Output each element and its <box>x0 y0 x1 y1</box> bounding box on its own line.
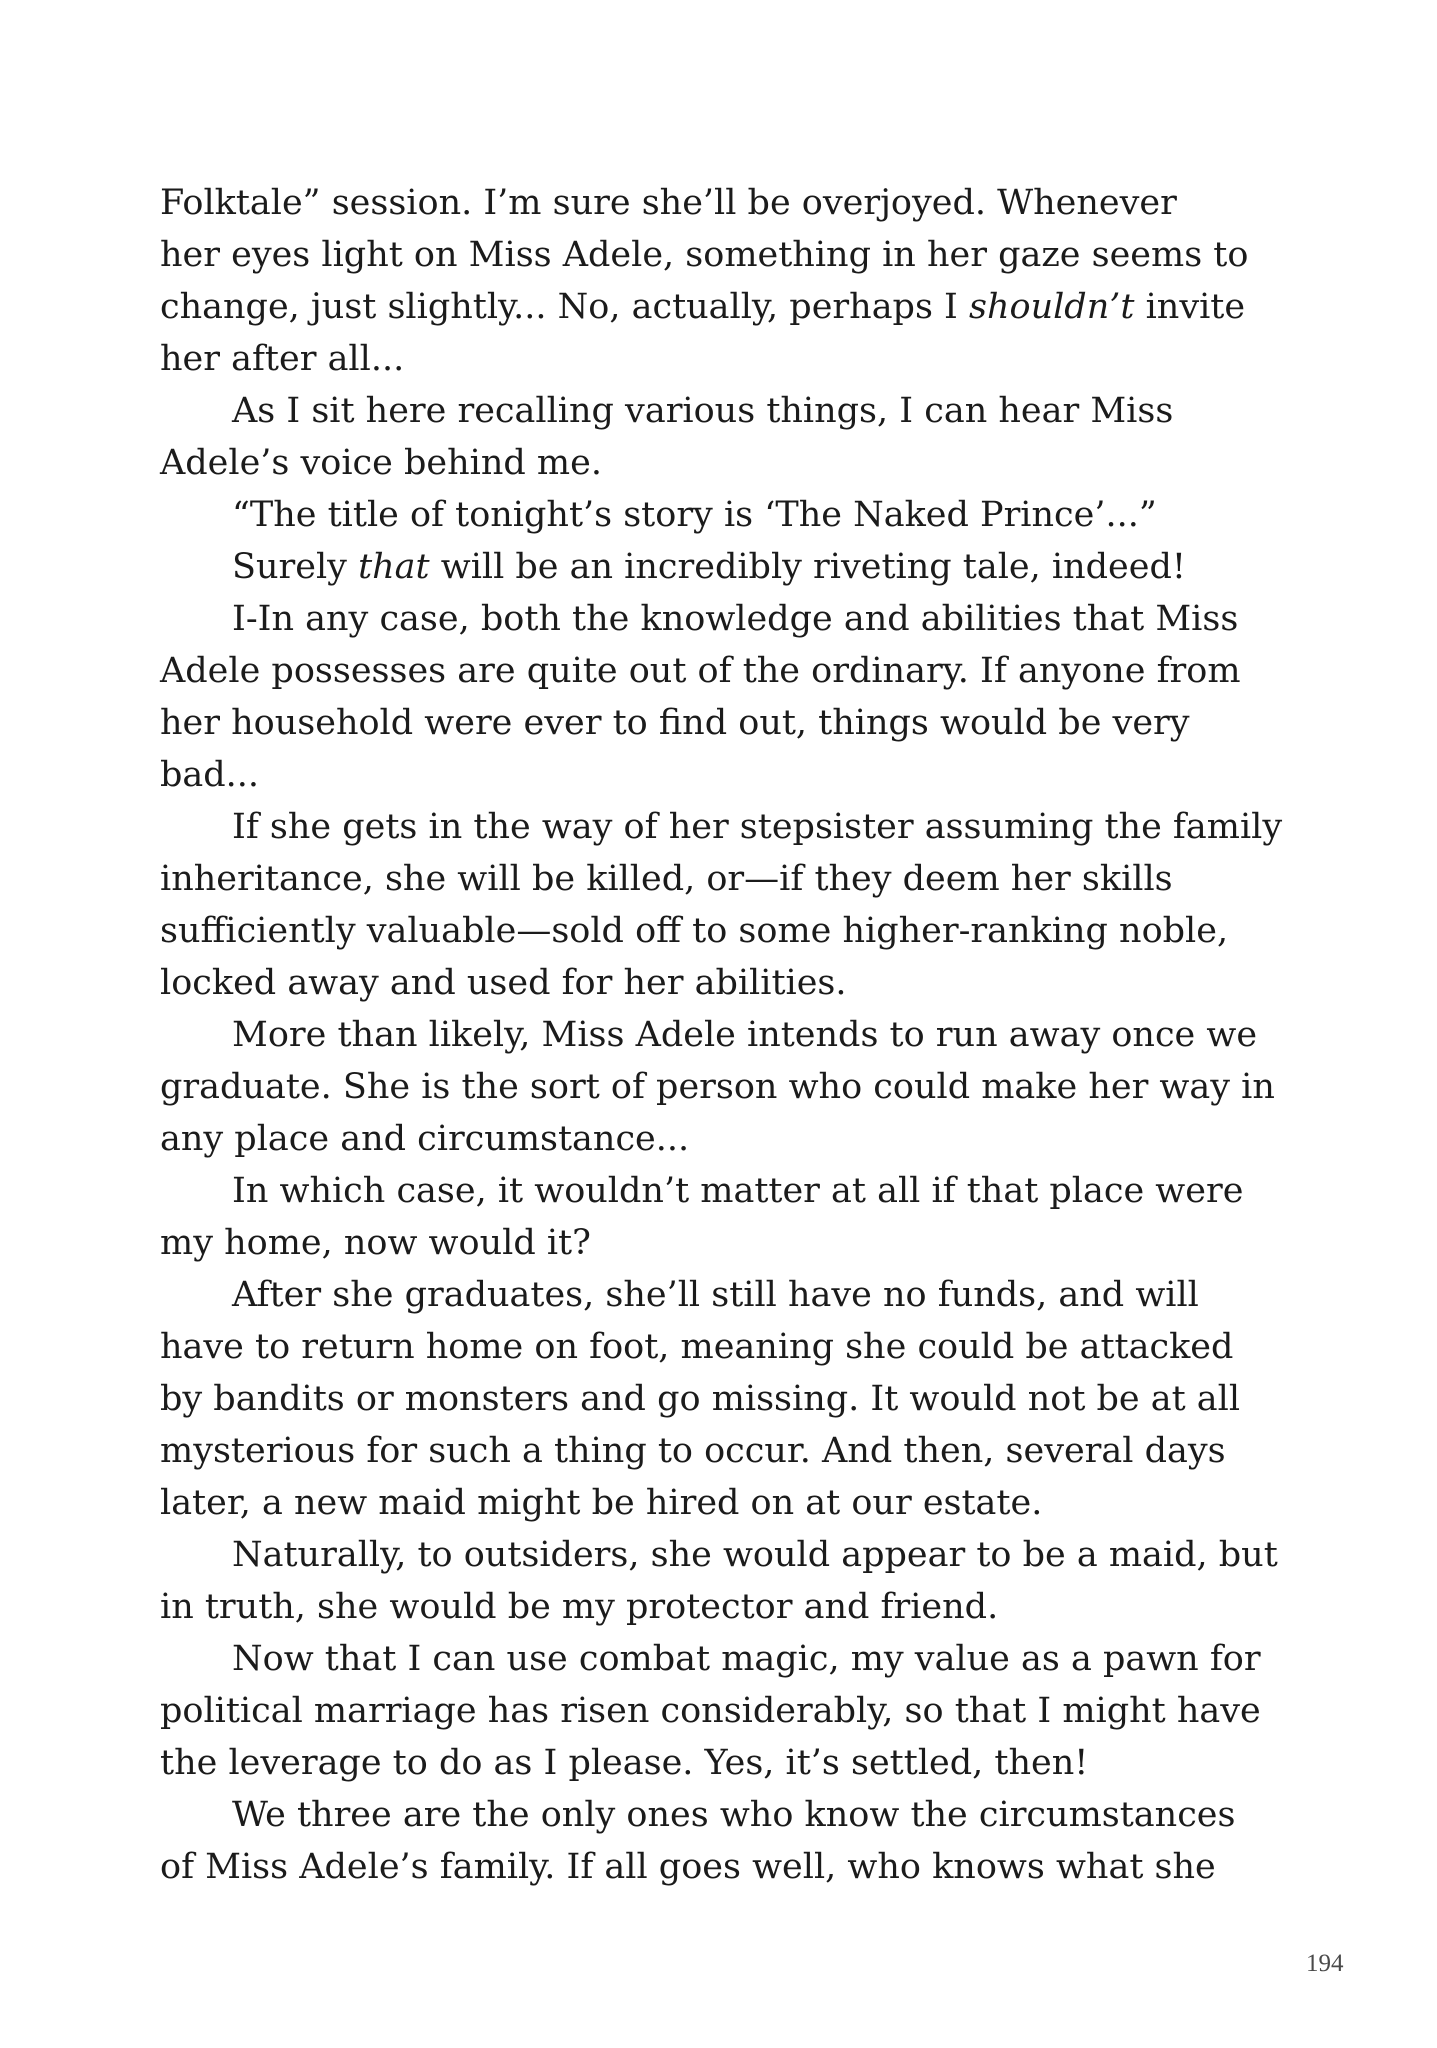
page-number: 194 <box>1306 1950 1344 1977</box>
text-line: my home, now would it? <box>160 1223 591 1263</box>
italic-emphasis: shouldn’t <box>969 287 1135 327</box>
text-line: any place and circumstance... <box>160 1119 690 1159</box>
text-line: her after all... <box>160 339 405 379</box>
text-segment: will be an incredibly riveting tale, indeed! <box>429 547 1186 587</box>
text-line: political marriage has risen considerably, so that I might have <box>160 1691 1261 1731</box>
text-line: mysterious for such a thing to occur. And then, several days <box>160 1431 1226 1471</box>
text-line: I-In any case, both the knowledge and abilities that Miss <box>232 599 1239 639</box>
text-line: Folktale” session. I’m sure she’ll be overjoyed. Whenever <box>160 183 1177 223</box>
text-line: Naturally, to outsiders, she would appear to be a maid, but <box>232 1535 1278 1575</box>
text-line: her eyes light on Miss Adele, something in her gaze seems to <box>160 235 1249 275</box>
text-line: in truth, she would be my protector and friend. <box>160 1587 999 1627</box>
text-line: graduate. She is the sort of person who could make her way in <box>160 1067 1275 1107</box>
body-text <box>160 177 1310 1893</box>
italic-emphasis: that <box>358 547 430 587</box>
text-line: have to return home on foot, meaning she could be attacked <box>160 1327 1234 1367</box>
text-line: We three are the only ones who know the circumstances <box>232 1795 1236 1835</box>
text-line: the leverage to do as I please. Yes, it’s settled, then! <box>160 1743 1089 1783</box>
text-segment: change, just slightly... No, actually, perhaps I <box>160 287 969 327</box>
text-line: Adele possesses are quite out of the ordinary. If anyone from <box>160 651 1241 691</box>
text-line: More than likely, Miss Adele intends to run away once we <box>232 1015 1258 1055</box>
text-line: In which case, it wouldn’t matter at all if that place were <box>232 1171 1244 1211</box>
text-line: of Miss Adele’s family. If all goes well, who knows what she <box>160 1847 1216 1887</box>
text-line: Adele’s voice behind me. <box>160 443 602 483</box>
text-line: “The title of tonight’s story is ‘The Naked Prince’...” <box>232 495 1157 535</box>
text-line: by bandits or monsters and go missing. It would not be at all <box>160 1379 1241 1419</box>
text-line: bad... <box>160 755 260 795</box>
text-line: After she graduates, she’ll still have no funds, and will <box>232 1275 1199 1315</box>
text-line: If she gets in the way of her stepsister assuming the family <box>232 807 1283 847</box>
text-line <box>160 541 1310 593</box>
text-line <box>160 281 1310 333</box>
text-segment: invite <box>1134 287 1246 327</box>
text-line: her household were ever to find out, things would be very <box>160 703 1190 743</box>
text-line: locked away and used for her abilities. <box>160 963 847 1003</box>
text-line: later, a new maid might be hired on at our estate. <box>160 1483 1043 1523</box>
text-segment: Surely <box>232 547 359 587</box>
text-line: sufficiently valuable—sold off to some higher-ranking noble, <box>160 911 1229 951</box>
text-line: As I sit here recalling various things, I can hear Miss <box>232 391 1174 431</box>
text-line: Now that I can use combat magic, my value as a pawn for <box>232 1639 1261 1679</box>
text-line: inheritance, she will be killed, or—if they deem her skills <box>160 859 1173 899</box>
